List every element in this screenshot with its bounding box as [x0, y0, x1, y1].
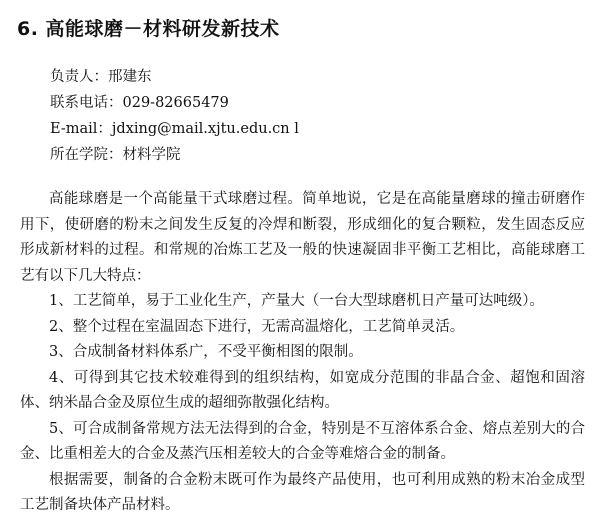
contact-phone: 联系电话：029-82665479 [50, 95, 229, 111]
contact-college: 所在学院：材料学院 [50, 147, 181, 163]
feature-item-2: 2、整个过程在室温固态下进行，无需高温熔化，工艺简单灵活。 [49, 318, 465, 335]
feature-item-3: 3、合成制备材料体系广，不受平衡相图的限制。 [49, 344, 363, 360]
feature-item-5: 5、可合成制备常规方法无法得到的合金，特别是不互溶体系合金、熔点差别大的合金、比重相差大的合金及蒸汽压相差较大的合金等难熔合金的制备。 [20, 420, 585, 462]
intro-paragraph: 高能球磨是一个高能量干式球磨过程。简单地说，它是在高能量磨球的撞击研磨作用下，使研磨的粉末之间发生反复的冷焊和断裂，形成细化的复合颗粒，发生固态反应形成新材料的过程。和常规的冶炼工艺及一般的快速凝固非平衡工艺相比，高能球磨工艺有以下几大特点： [20, 191, 585, 284]
article-body [20, 187, 585, 519]
feature-item-4: 4、可得到其它技术较难得到的组织结构，如宽成分范围的非晶合金、超饱和固溶体、纳米晶合金及原位生成的超细弥散强化结构。 [20, 369, 585, 411]
contact-person: 负责人：邢建东 [50, 69, 152, 85]
section-title: 6. 高能球磨－材料研发新技术 [17, 18, 280, 40]
contact-email: E-mail：jdxing@mail.xjtu.edu.cn l [50, 121, 299, 137]
closing-paragraph: 根据需要，制备的合金粉末既可作为最终产品使用，也可利用成熟的粉末冶金成型工艺制备块体产品材料。 [20, 471, 585, 513]
contact-info-block [50, 64, 299, 168]
feature-item-1: 1、工艺简单，易于工业化生产，产量大（一台大型球磨机日产量可达吨级）。 [49, 293, 544, 309]
